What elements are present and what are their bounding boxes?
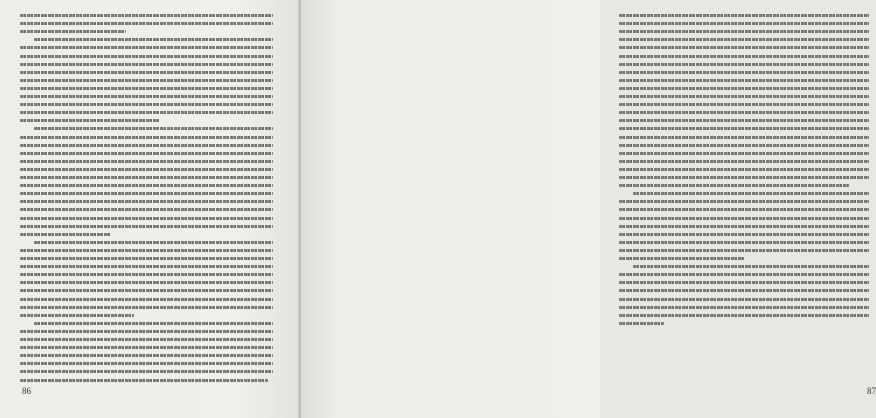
left-page xyxy=(0,0,299,418)
text-line xyxy=(619,95,869,98)
text-line xyxy=(20,370,273,373)
text-line xyxy=(20,111,273,114)
text-line xyxy=(619,298,869,301)
text-line xyxy=(34,322,273,325)
text-line xyxy=(619,119,869,122)
text-line xyxy=(20,55,273,58)
text-line xyxy=(619,63,869,66)
text-line xyxy=(20,30,126,33)
text-line xyxy=(619,71,869,74)
text-line xyxy=(20,71,273,74)
text-line xyxy=(20,330,273,333)
text-line xyxy=(20,160,273,163)
text-line xyxy=(619,281,869,284)
text-line xyxy=(20,46,273,49)
text-line xyxy=(20,314,134,317)
text-line xyxy=(20,152,273,155)
text-line xyxy=(20,22,273,25)
text-line xyxy=(20,298,273,301)
text-line xyxy=(619,314,869,317)
text-line xyxy=(619,306,869,309)
text-line xyxy=(619,136,869,139)
text-line xyxy=(619,127,869,130)
text-line xyxy=(20,265,273,268)
text-line xyxy=(20,362,273,365)
text-line xyxy=(619,168,869,171)
text-line xyxy=(619,38,869,41)
text-line xyxy=(20,208,273,211)
text-line xyxy=(20,144,273,147)
text-line xyxy=(619,184,849,187)
text-line xyxy=(20,192,273,195)
text-line xyxy=(20,95,273,98)
text-line xyxy=(20,200,273,203)
text-line xyxy=(20,233,111,236)
text-line xyxy=(20,87,273,90)
text-line xyxy=(20,379,268,382)
text-line xyxy=(20,14,273,17)
text-line xyxy=(20,184,273,187)
text-line xyxy=(20,63,273,66)
text-line xyxy=(619,152,869,155)
text-line xyxy=(619,22,869,25)
text-line xyxy=(619,46,869,49)
right-page xyxy=(301,0,876,418)
text-line xyxy=(20,289,273,292)
text-line xyxy=(619,55,869,58)
text-line xyxy=(619,87,869,90)
text-line xyxy=(633,192,869,195)
text-line xyxy=(20,338,273,341)
text-line xyxy=(619,249,869,252)
text-line xyxy=(619,217,869,220)
text-line xyxy=(34,241,273,244)
text-line xyxy=(20,273,273,276)
text-line xyxy=(619,14,869,17)
text-line xyxy=(619,322,664,325)
text-line xyxy=(619,273,869,276)
text-line xyxy=(619,111,869,114)
text-line xyxy=(619,241,869,244)
text-line xyxy=(20,225,273,228)
text-line xyxy=(619,200,869,203)
text-line xyxy=(619,289,869,292)
text-line xyxy=(633,265,869,268)
text-line xyxy=(619,176,869,179)
text-line xyxy=(34,38,273,41)
text-line xyxy=(20,176,273,179)
text-line xyxy=(20,103,273,106)
text-line xyxy=(20,217,273,220)
text-line xyxy=(619,257,744,260)
right-page-number: 87 xyxy=(867,386,876,396)
text-line xyxy=(20,346,273,349)
text-line xyxy=(20,306,273,309)
text-line xyxy=(20,257,273,260)
text-line xyxy=(619,144,869,147)
text-line xyxy=(20,168,273,171)
left-page-number: 86 xyxy=(22,386,31,396)
text-line xyxy=(20,79,273,82)
text-line xyxy=(20,354,273,357)
text-line xyxy=(20,136,273,139)
text-line xyxy=(20,281,273,284)
text-line xyxy=(619,160,869,163)
text-line xyxy=(619,103,869,106)
text-line xyxy=(34,127,273,130)
text-line xyxy=(619,30,869,33)
text-line xyxy=(619,225,869,228)
text-line xyxy=(20,249,273,252)
text-line xyxy=(20,119,159,122)
text-line xyxy=(619,208,869,211)
text-line xyxy=(619,79,869,82)
text-line xyxy=(619,233,869,236)
